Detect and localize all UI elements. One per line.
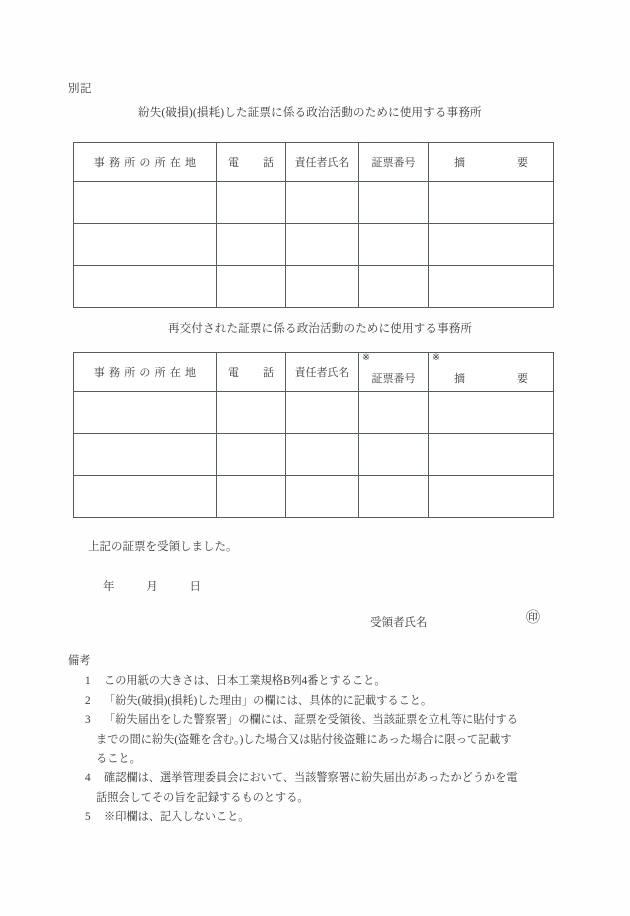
column-header-address-text: 事務所の所在地 <box>93 367 201 379</box>
cell-certificate-number[interactable] <box>359 392 429 434</box>
cell-manager-name[interactable] <box>286 182 359 224</box>
remark-number: 2 <box>85 694 91 707</box>
column-header-address <box>74 143 217 182</box>
cell-certificate-number[interactable] <box>359 476 429 518</box>
date-day-label: 日 <box>189 581 201 593</box>
table-row <box>74 476 554 518</box>
cell-certificate-number[interactable] <box>359 224 429 266</box>
column-header-remarks-text: 摘要 <box>454 157 528 169</box>
remark-number: 3 <box>85 714 91 727</box>
cell-manager-name[interactable] <box>286 224 359 266</box>
cell-remarks[interactable] <box>429 476 554 518</box>
remark-text-line: 確認欄は、選挙管理委員会において、当該警察署に紛失届出があったかどうかを電 <box>104 772 518 785</box>
date-line <box>103 578 201 594</box>
cell-manager-name[interactable] <box>286 266 359 308</box>
column-header-manager-name-text: 責任者氏名 <box>294 367 350 379</box>
cell-address[interactable] <box>74 266 217 308</box>
remark-number: 1 <box>85 675 91 688</box>
table-row <box>74 266 554 308</box>
column-header-manager-name <box>286 143 359 182</box>
remark-text-line: までの間に紛失(盗難を含む。)した場合又は貼付後盗難にあった場合に限って記載す <box>96 733 512 746</box>
cell-telephone[interactable] <box>217 266 286 308</box>
cell-address[interactable] <box>74 182 217 224</box>
table-row <box>74 434 554 476</box>
receipt-statement: 上記の証票を受領しました。 <box>88 541 238 553</box>
column-header-telephone <box>217 353 286 392</box>
column-header-remarks-text <box>429 359 553 386</box>
column-header-remarks <box>429 353 554 392</box>
column-header-address-text: 事務所の所在地 <box>93 157 201 169</box>
column-header-remarks-inner: 摘要 <box>454 372 528 385</box>
kome-mark-icon: ※ <box>362 353 370 363</box>
section-title-lost-certificate: 紛失(破損)(損耗)した証票に係る政治活動のために使用する事務所 <box>138 107 482 119</box>
cell-remarks[interactable] <box>429 266 554 308</box>
column-header-certificate-number <box>359 353 429 392</box>
remark-text-line: この用紙の大きさは、日本工業規格B列4番とすること。 <box>104 675 386 688</box>
cell-telephone[interactable] <box>217 434 286 476</box>
remark-number: 5 <box>85 811 91 824</box>
column-header-address <box>74 353 217 392</box>
cell-manager-name[interactable] <box>286 392 359 434</box>
table-header-row <box>74 353 554 392</box>
column-header-remarks <box>429 143 554 182</box>
remark-item <box>68 672 578 691</box>
cell-telephone[interactable] <box>217 476 286 518</box>
cell-certificate-number[interactable] <box>359 266 429 308</box>
cell-address[interactable] <box>74 392 217 434</box>
remark-item <box>68 692 578 711</box>
column-header-telephone <box>217 143 286 182</box>
remark-text-line: 「紛失届出をした警察署」の欄には、証票を受領後、当該証票を立札等に貼付する <box>104 714 518 727</box>
remarks-section <box>68 652 578 828</box>
seal-stamp-icon: ㊞ <box>526 611 540 626</box>
column-header-manager-name <box>286 353 359 392</box>
remark-text-line: ※印欄は、記入しないこと。 <box>104 811 250 824</box>
table-reissued-certificate-offices <box>73 352 554 518</box>
remark-text-line: 「紛失(破損)(損耗)した理由」の欄には、具体的に記載すること。 <box>104 694 433 707</box>
column-header-certificate-number-text: 証票番号 <box>371 157 416 169</box>
remark-text-line: ること。 <box>96 753 141 766</box>
cell-manager-name[interactable] <box>286 476 359 518</box>
date-month-label: 月 <box>146 581 158 593</box>
column-header-telephone-text: 電話 <box>228 157 274 169</box>
cell-certificate-number[interactable] <box>359 434 429 476</box>
remarks-heading: 備考 <box>68 655 91 667</box>
column-header-certificate-number-text: 証票番号 <box>371 372 416 385</box>
table-lost-certificate-offices <box>73 142 554 308</box>
recipient-name-label: 受領者氏名 <box>370 617 428 629</box>
column-header-certificate-number <box>359 143 429 182</box>
appendix-label: 別記 <box>68 83 92 95</box>
cell-telephone[interactable] <box>217 224 286 266</box>
table-header-row <box>74 143 554 182</box>
kome-mark-icon: ※ <box>432 353 440 363</box>
cell-remarks[interactable] <box>429 182 554 224</box>
cell-remarks[interactable] <box>429 434 554 476</box>
column-header-telephone-text: 電話 <box>228 367 274 379</box>
cell-manager-name[interactable] <box>286 434 359 476</box>
remark-item <box>68 808 578 827</box>
cell-remarks[interactable] <box>429 392 554 434</box>
cell-certificate-number[interactable] <box>359 182 429 224</box>
table-row <box>74 182 554 224</box>
cell-address[interactable] <box>74 224 217 266</box>
table-row <box>74 224 554 266</box>
remark-item <box>68 769 578 808</box>
cell-telephone[interactable] <box>217 182 286 224</box>
remark-item <box>68 711 578 769</box>
cell-telephone[interactable] <box>217 392 286 434</box>
column-header-manager-name-text: 責任者氏名 <box>294 157 350 169</box>
remark-text-line: 話照会してその旨を記録するものとする。 <box>96 791 309 804</box>
date-year-label: 年 <box>103 581 115 593</box>
section-title-reissued-certificate: 再交付された証票に係る政治活動のために使用する事務所 <box>168 323 473 335</box>
cell-address[interactable] <box>74 476 217 518</box>
table-row <box>74 392 554 434</box>
remark-number: 4 <box>85 772 91 785</box>
cell-remarks[interactable] <box>429 224 554 266</box>
cell-address[interactable] <box>74 434 217 476</box>
